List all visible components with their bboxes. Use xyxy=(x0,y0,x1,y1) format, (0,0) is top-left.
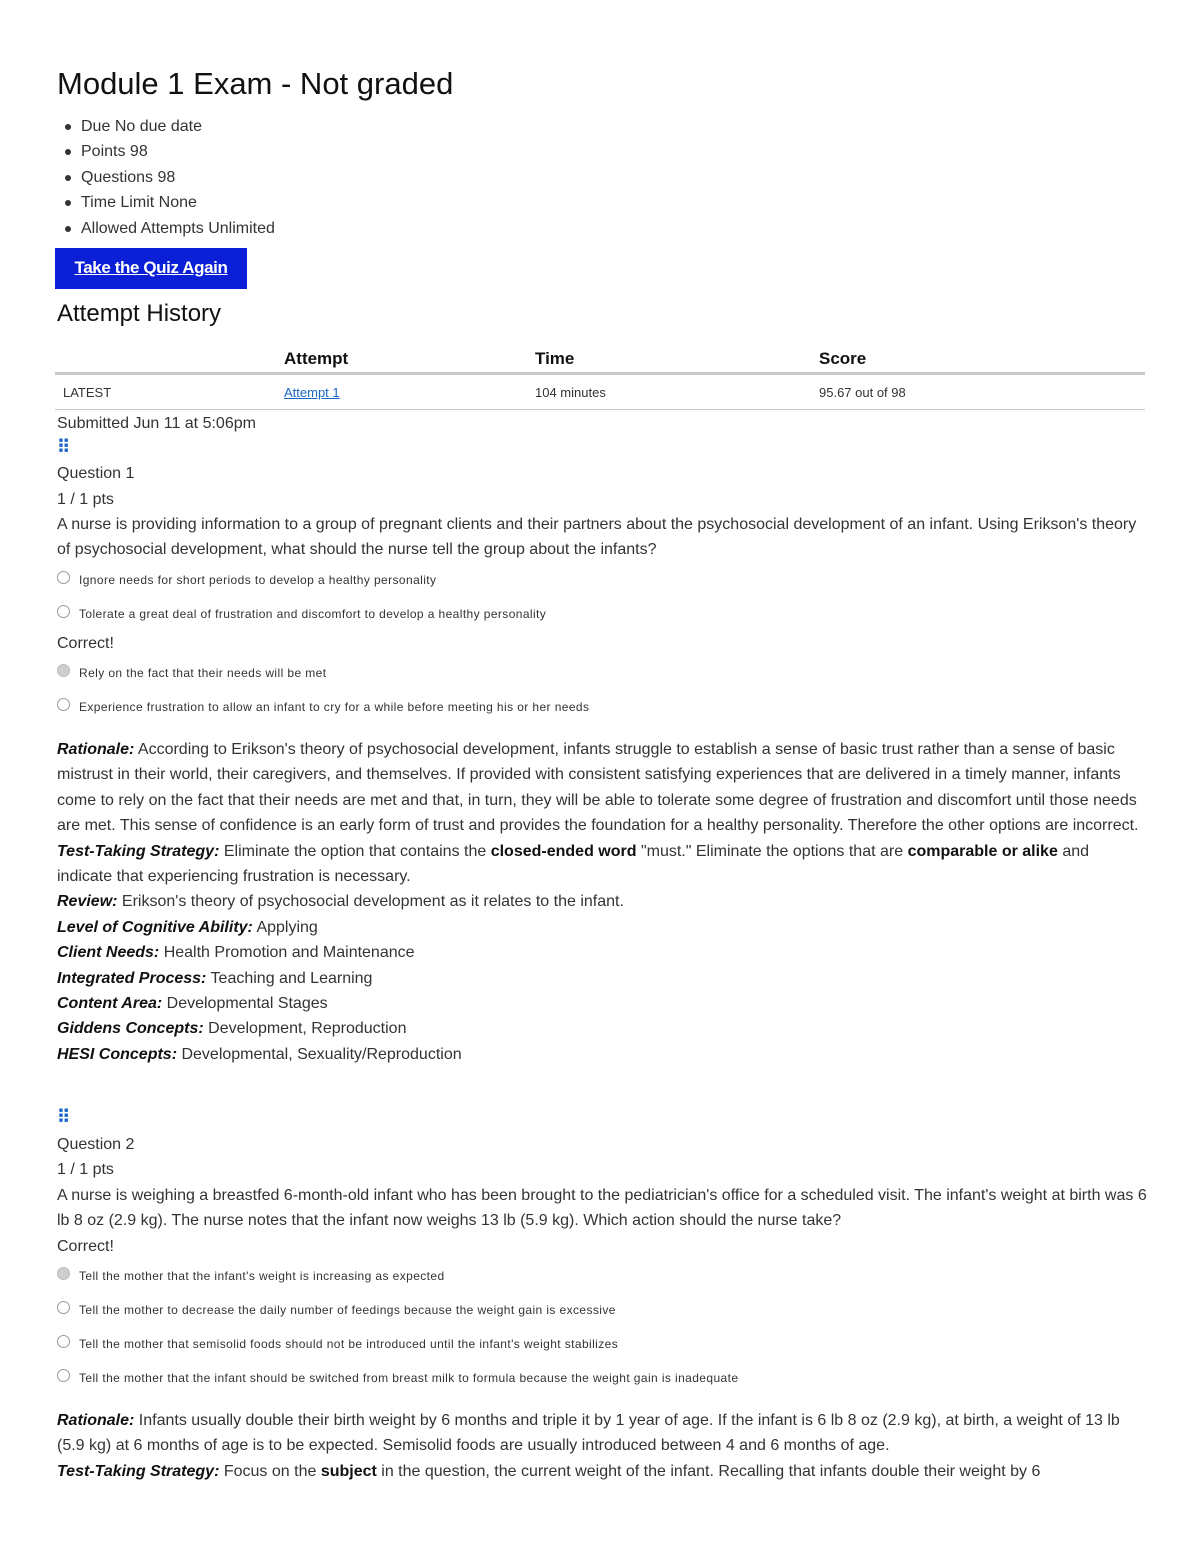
tag-value: Developmental, Sexuality/Reproduction xyxy=(181,1045,462,1063)
col-header-attempt: Attempt xyxy=(284,345,535,374)
strategy-bold: subject xyxy=(320,1462,377,1480)
q2-option-3[interactable] xyxy=(57,1337,618,1351)
question-2-title: Question 2 xyxy=(57,1136,135,1153)
meta-allowed-attempts: Allowed Attempts Unlimited xyxy=(57,218,275,243)
table-row xyxy=(55,374,1145,410)
take-quiz-again-button[interactable]: Take the Quiz Again xyxy=(55,248,247,289)
drag-handle-icon[interactable]: ⠿ xyxy=(57,437,68,457)
meta-questions: Questions 98 xyxy=(57,167,275,192)
radio-selected-icon[interactable] xyxy=(57,1267,70,1280)
strategy-bold: closed-ended word xyxy=(490,842,637,860)
radio-icon[interactable] xyxy=(57,1335,70,1348)
tag-value: Development, Reproduction xyxy=(208,1020,407,1038)
q1-option-3-label: Rely on the fact that their needs will be met xyxy=(79,666,327,680)
q1-option-4[interactable] xyxy=(57,700,589,714)
tag-label: Level of Cognitive Ability: xyxy=(57,918,253,936)
col-header-time: Time xyxy=(535,345,819,374)
strategy-text: and indicate that experiencing frustration is necessary. xyxy=(57,842,1090,886)
strategy-label: Test-Taking Strategy: xyxy=(57,842,220,860)
question-2-text: A nurse is weighing a breastfed 6-month-old infant who has been brought to the pediatrician's office for a scheduled visit. The infant's weight at birth was 6 lb 8 oz (2.9 kg). The nurse notes that the infant now weighs 13 lb (5.9 kg). Which action should the nurse take? xyxy=(57,1187,1147,1230)
q1-option-4-label: Experience frustration to allow an infant to cry for a while before meeting his or her needs xyxy=(79,700,590,714)
meta-points: Points 98 xyxy=(57,141,275,166)
rationale-text: According to Erikson's theory of psychosocial development, infants struggle to establish a sense of basic trust rather than a sense of basic mistrust in their world, their caregivers, and themselves. If provided with consistent satisfying experiences that are delivered in a timely manner, infants come to rely on the fact that their needs are met and that, in turn, they will be able to tolerate some degree of frustration and discomfort until those needs are met. This sense of confidence is an early form of trust and provides the foundation for a healthy personality. Therefore the other options are incorrect. xyxy=(57,741,1139,835)
tag-label: Integrated Process: xyxy=(57,969,207,987)
latest-tag: LATEST xyxy=(55,374,284,410)
attempt-link[interactable]: Attempt 1 xyxy=(284,384,340,400)
drag-handle-icon[interactable]: ⠿ xyxy=(57,1107,68,1127)
page-title: Module 1 Exam - Not graded xyxy=(57,66,454,101)
review-label: Review: xyxy=(57,893,118,911)
tag-label: Giddens Concepts: xyxy=(57,1020,204,1038)
rationale-label: Rationale: xyxy=(57,1412,135,1429)
q2-option-2-label: Tell the mother to decrease the daily number of feedings because the weight gain is excessive xyxy=(79,1303,616,1317)
tag-label: Client Needs: xyxy=(57,944,160,962)
attempt-history-table xyxy=(55,345,1145,410)
q2-rationale xyxy=(57,1408,1147,1484)
strategy-bold: comparable or alike xyxy=(907,842,1058,860)
q2-option-4[interactable] xyxy=(57,1371,738,1385)
tag-label: HESI Concepts: xyxy=(57,1045,178,1063)
quiz-details-list xyxy=(57,116,275,243)
question-2-points: 1 / 1 pts xyxy=(57,1161,114,1178)
question-1-text: A nurse is providing information to a group of pregnant clients and their partners about the psychosocial development of an infant. Using Erikson's theory of psychosocial development, what should the nurse tell the group about the infants? xyxy=(57,516,1137,559)
tag-value: Health Promotion and Maintenance xyxy=(163,944,415,962)
q1-rationale xyxy=(57,737,1147,1067)
strategy-text: Eliminate the option that contains the xyxy=(223,842,487,860)
attempt-history-heading: Attempt History xyxy=(57,300,222,327)
q2-option-4-label: Tell the mother that the infant should be switched from breast milk to formula because the weight gain is inadequate xyxy=(79,1371,739,1385)
tag-value: Teaching and Learning xyxy=(210,969,373,987)
col-header-score: Score xyxy=(819,345,1145,374)
q1-option-2-label: Tolerate a great deal of frustration and discomfort to develop a healthy personality xyxy=(79,607,547,621)
strategy-text: "must." Eliminate the options that are xyxy=(640,842,904,860)
strategy-text: Focus on the xyxy=(223,1462,317,1480)
radio-selected-icon[interactable] xyxy=(57,664,70,677)
q1-option-2[interactable] xyxy=(57,607,546,621)
submitted-text: Submitted Jun 11 at 5:06pm xyxy=(57,415,256,432)
q1-correct-label: Correct! xyxy=(57,635,114,652)
q2-option-1-label: Tell the mother that the infant's weight is increasing as expected xyxy=(79,1269,445,1283)
strategy-text: in the question, the current weight of the infant. Recalling that infants double their weight by 6 xyxy=(381,1462,1041,1480)
attempt-cell xyxy=(284,374,535,410)
q1-option-1[interactable] xyxy=(57,573,436,587)
radio-icon[interactable] xyxy=(57,1369,70,1382)
tag-value: Applying xyxy=(256,918,318,936)
table-header-row xyxy=(55,345,1145,374)
q2-option-3-label: Tell the mother that semisolid foods should not be introduced until the infant's weight stabilizes xyxy=(79,1337,619,1351)
tag-value: Developmental Stages xyxy=(166,995,328,1013)
q1-option-1-label: Ignore needs for short periods to develop a healthy personality xyxy=(79,573,437,587)
time-cell: 104 minutes xyxy=(535,374,819,410)
radio-icon[interactable] xyxy=(57,605,70,618)
score-cell: 95.67 out of 98 xyxy=(819,374,1145,410)
strategy-label: Test-Taking Strategy: xyxy=(57,1462,220,1480)
question-1-points: 1 / 1 pts xyxy=(57,491,114,508)
meta-due: Due No due date xyxy=(57,116,275,141)
q1-option-3[interactable] xyxy=(57,666,326,680)
meta-time-limit: Time Limit None xyxy=(57,192,275,217)
q2-option-1[interactable] xyxy=(57,1269,445,1283)
tag-label: Content Area: xyxy=(57,995,163,1013)
rationale-label: Rationale: xyxy=(57,741,135,758)
rationale-text: Infants usually double their birth weight by 6 months and triple it by 1 year of age. If the infant is 6 lb 8 oz (2.9 kg), at birth, a weight of 13 lb (5.9 kg) at 6 months of age is to be expected. Semisolid foods are usually introduced between 4 and 6 months of age. xyxy=(57,1412,1120,1455)
col-header-blank xyxy=(55,345,284,374)
radio-icon[interactable] xyxy=(57,698,70,711)
q2-correct-label: Correct! xyxy=(57,1238,114,1255)
q2-option-2[interactable] xyxy=(57,1303,616,1317)
question-1-title: Question 1 xyxy=(57,465,135,482)
review-text: Erikson's theory of psychosocial development as it relates to the infant. xyxy=(121,893,624,911)
radio-icon[interactable] xyxy=(57,571,70,584)
radio-icon[interactable] xyxy=(57,1301,70,1314)
